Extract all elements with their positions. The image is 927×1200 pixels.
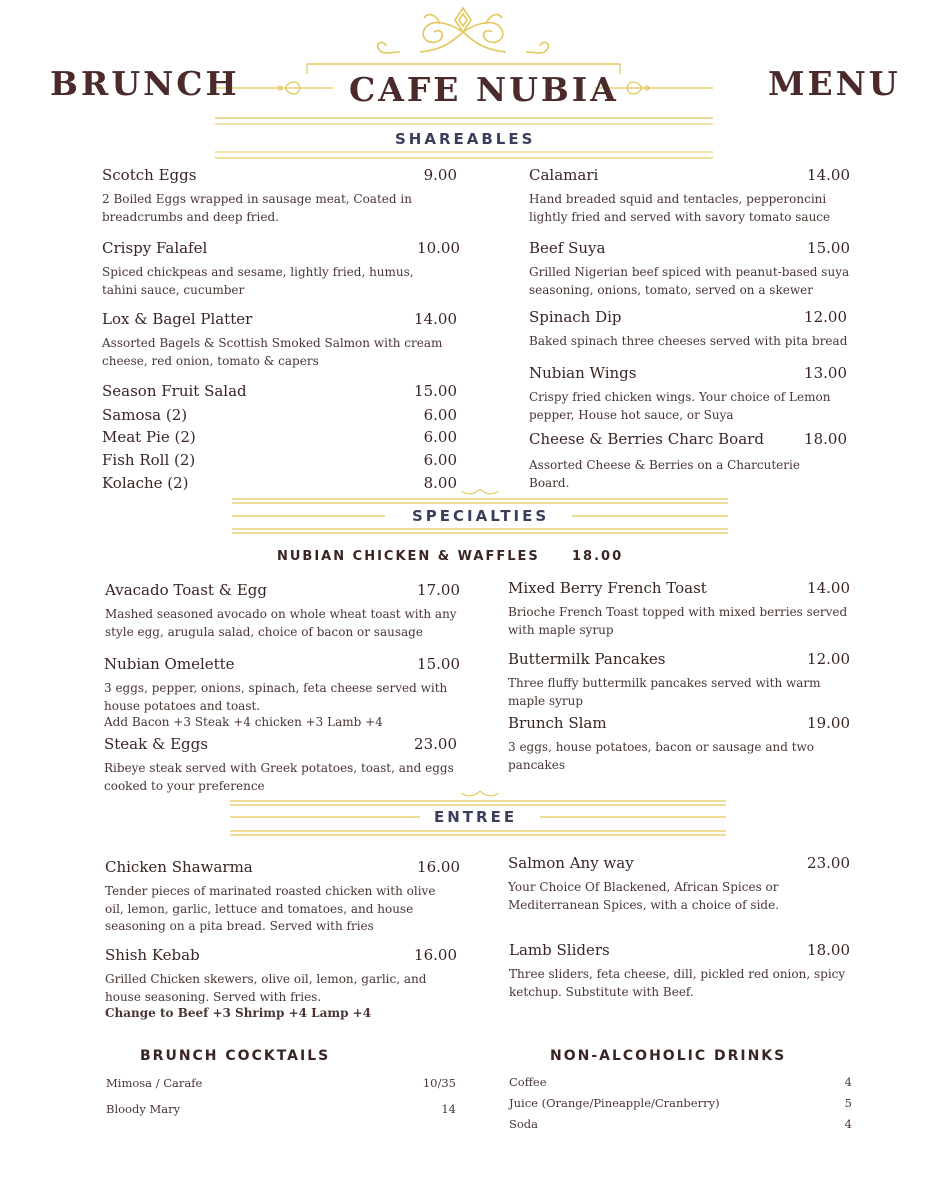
menu-item-price: 17.00 — [417, 581, 460, 599]
menu-item-name: Avacado Toast & Egg — [105, 581, 267, 599]
menu-item-desc: Your Choice Of Blackened, African Spices or Mediterranean Spices, with a choice of side. — [508, 880, 780, 912]
menu-item-desc: Assorted Bagels & Scottish Smoked Salmon with cream cheese, red onion, tomato & capers — [102, 336, 443, 368]
drink-price: 5 — [844, 1096, 852, 1110]
menu-item-price: 16.00 — [414, 946, 457, 964]
menu-item-price: 15.00 — [414, 382, 457, 400]
menu-item-price: 14.00 — [807, 579, 850, 597]
drink-price: 14 — [441, 1102, 456, 1116]
menu-item-name: Calamari — [529, 166, 599, 184]
menu-item-addons: Change to Beef +3 Shrimp +4 Lamp +4 — [105, 1006, 372, 1020]
brunch-label: BRUNCH — [50, 64, 240, 103]
menu-item-desc: Three fluffy buttermilk pancakes served with warm maple syrup — [508, 676, 821, 708]
menu-item-name: Scotch Eggs — [102, 166, 197, 184]
drink-name: Mimosa / Carafe — [106, 1076, 203, 1090]
drinks-heading: NON-ALCOHOLIC DRINKS — [550, 1048, 787, 1064]
menu-item-price: 15.00 — [417, 655, 460, 673]
menu-item-addons: Add Bacon +3 Steak +4 chicken +3 Lamb +4 — [104, 715, 383, 729]
menu-item-desc: 3 eggs, house potatoes, bacon or sausage and two pancakes — [508, 740, 815, 772]
menu-item-price: 19.00 — [807, 714, 850, 732]
drink-name: Soda — [509, 1117, 539, 1131]
menu-item-desc: Crispy fried chicken wings. Your choice of Lemon pepper, House hot sauce, or Suya — [529, 390, 831, 422]
menu-item-price: 16.00 — [417, 858, 460, 876]
page-title: CAFE NUBIA — [349, 70, 619, 109]
menu-item-name: Spinach Dip — [529, 308, 622, 326]
specialties-heading: SPECIALTIES — [412, 507, 550, 525]
menu-item-price: 14.00 — [807, 166, 850, 184]
menu-item-desc: Brioche French Toast topped with mixed berries served with maple syrup — [508, 605, 848, 637]
drink-name: Coffee — [509, 1075, 547, 1089]
menu-item-price: 9.00 — [423, 166, 457, 184]
shareables-heading: SHAREABLES — [395, 130, 536, 148]
menu-item-price: 6.00 — [423, 428, 457, 446]
menu-item-desc: Grilled Nigerian beef spiced with peanut-based suya seasoning, onions, tomato, served on a skewer — [529, 265, 850, 297]
menu-item-name: Cheese & Berries Charc Board — [529, 430, 764, 448]
menu-item-desc: Spiced chickpeas and sesame, lightly fried, humus, tahini sauce, cucumber — [102, 265, 414, 297]
menu-item-name: Fish Roll (2) — [102, 451, 196, 469]
menu-item-price: 12.00 — [807, 650, 850, 668]
menu-item-price: 23.00 — [807, 854, 850, 872]
menu-item-name: Brunch Slam — [508, 714, 607, 732]
menu-item-price: 23.00 — [414, 735, 457, 753]
menu-item-price: 6.00 — [423, 451, 457, 469]
entree-heading: ENTREE — [434, 808, 518, 826]
menu-item-desc: Assorted Cheese & Berries on a Charcuterie Board. — [529, 458, 800, 490]
menu-item-name: Samosa (2) — [102, 406, 188, 424]
menu-item-desc: Tender pieces of marinated roasted chicken with olive oil, lemon, garlic, lettuce and tomatoes, and house seasoning on a pita bread. Served with fries — [105, 884, 436, 933]
menu-item-name: Mixed Berry French Toast — [508, 579, 707, 597]
menu-item-name: Lamb Sliders — [509, 941, 610, 959]
drink-name: Bloody Mary — [106, 1102, 181, 1116]
menu-item-name: Buttermilk Pancakes — [508, 650, 666, 668]
menu-item-price: 15.00 — [807, 239, 850, 257]
menu-item-price: 8.00 — [423, 474, 457, 492]
menu-item-price: 18.00 — [807, 941, 850, 959]
drink-price: 4 — [844, 1075, 852, 1089]
drink-name: Juice (Orange/Pineapple/Cranberry) — [509, 1096, 720, 1110]
menu-item-name: Shish Kebab — [105, 946, 200, 964]
menu-item-name: Chicken Shawarma — [105, 858, 253, 876]
menu-item-desc: 2 Boiled Eggs wrapped in sausage meat, Coated in breadcrumbs and deep fried. — [102, 192, 412, 224]
menu-item-desc: Mashed seasoned avocado on whole wheat toast with any style egg, arugula salad, choice of bacon or sausage — [105, 607, 457, 639]
menu-item-price: 10.00 — [417, 239, 460, 257]
menu-item-price: 18.00 — [804, 430, 847, 448]
menu-item-name: Steak & Eggs — [104, 735, 208, 753]
menu-item-desc: Three sliders, feta cheese, dill, pickled red onion, spicy ketchup. Substitute with Beef. — [509, 967, 846, 999]
menu-item-name: Nubian Wings — [529, 364, 637, 382]
featured-dish-price: 18.00 — [572, 549, 624, 564]
menu-item-price: 6.00 — [423, 406, 457, 424]
menu-item-desc: Ribeye steak served with Greek potatoes, toast, and eggs cooked to your preference — [104, 761, 454, 793]
menu-item-price: 14.00 — [414, 310, 457, 328]
menu-item-name: Salmon Any way — [508, 854, 634, 872]
menu-item-desc: Grilled Chicken skewers, olive oil, lemon, garlic, and house seasoning. Served with fries. — [105, 972, 427, 1004]
menu-item-name: Nubian Omelette — [104, 655, 235, 673]
menu-item-name: Season Fruit Salad — [102, 382, 247, 400]
drink-price: 10/35 — [422, 1076, 456, 1090]
cocktails-heading: BRUNCH COCKTAILS — [140, 1048, 331, 1064]
featured-dish-name: NUBIAN CHICKEN & WAFFLES — [277, 549, 540, 564]
menu-item-name: Beef Suya — [529, 239, 606, 257]
menu-item-desc: 3 eggs, pepper, onions, spinach, feta cheese served with house potatoes and toast. — [104, 681, 448, 713]
drink-price: 4 — [844, 1117, 852, 1131]
menu-item-price: 13.00 — [804, 364, 847, 382]
menu-item-desc: Baked spinach three cheeses served with pita bread — [529, 334, 848, 348]
menu-item-desc: Hand breaded squid and tentacles, pepperoncini lightly fried and served with savory tomato sauce — [529, 192, 831, 224]
menu-item-name: Kolache (2) — [102, 474, 189, 492]
menu-item-name: Crispy Falafel — [102, 239, 208, 257]
menu-label: MENU — [768, 64, 901, 103]
menu-item-name: Lox & Bagel Platter — [102, 310, 253, 328]
menu-item-name: Meat Pie (2) — [102, 428, 196, 446]
menu-item-price: 12.00 — [804, 308, 847, 326]
